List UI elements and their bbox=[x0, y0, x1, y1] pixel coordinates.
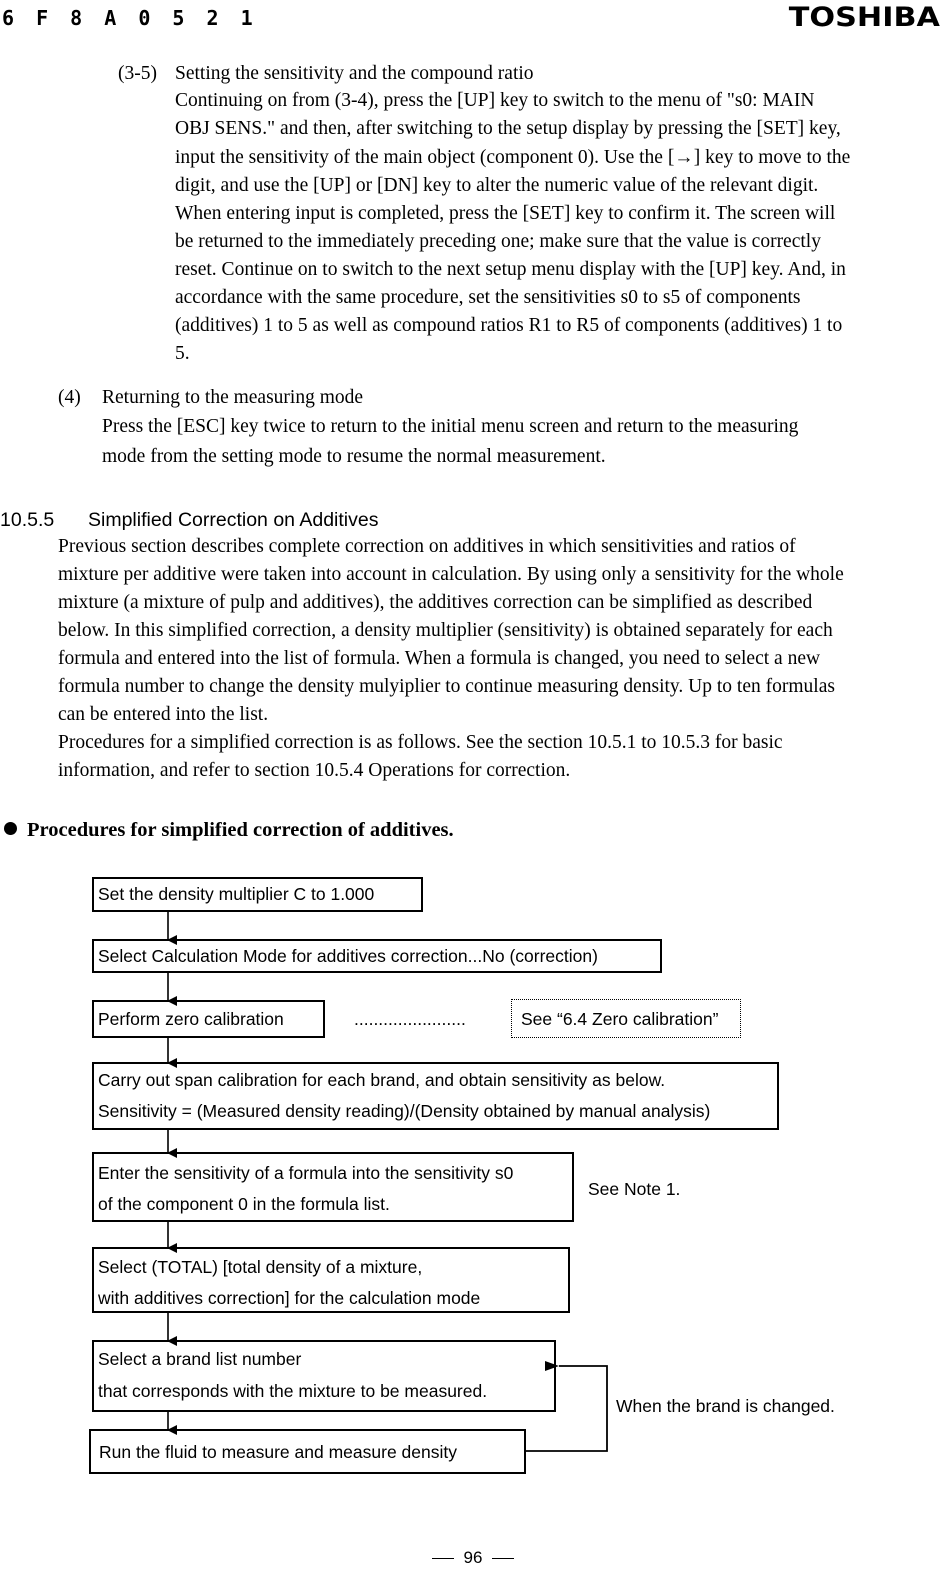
procedures-heading-text: Procedures for simplified correction of additives. bbox=[27, 819, 454, 841]
flow-step-enter-sensitivity-text: of the component 0 in the formula list. bbox=[98, 1194, 390, 1214]
step-3-5-text-line: digit, and use the [UP] or [DN] key to alter the numeric value of the relevant digit. bbox=[175, 175, 819, 196]
flow-step-zero-calibration-text: Perform zero calibration bbox=[98, 1009, 284, 1029]
step-3-5-text-line: input the sensitivity of the main object (component 0). Use the [→] key to move to the bbox=[175, 147, 851, 168]
section-text-line: mixture per additive were taken into account in calculation. By using only a sensitivity for the whole bbox=[58, 564, 844, 585]
section-title: Simplified Correction on Additives bbox=[88, 509, 379, 531]
step-3-5-label: (3-5) bbox=[118, 63, 157, 84]
footer-dash-left bbox=[432, 1558, 454, 1559]
zero-calibration-reference: See “6.4 Zero calibration” bbox=[521, 1009, 719, 1029]
section-text-line: information, and refer to section 10.5.4 Operations for correction. bbox=[58, 760, 571, 781]
flow-step-measure-density-text: Run the fluid to measure and measure density bbox=[99, 1442, 457, 1462]
step-3-5-text-line: accordance with the same procedure, set the sensitivities s0 to s5 of components bbox=[175, 287, 801, 308]
step-4-title: Returning to the measuring mode bbox=[102, 387, 364, 408]
section-text-line: mixture (a mixture of pulp and additives), the additives correction can be simplified as described bbox=[58, 592, 813, 613]
step-4-text-line: mode from the setting mode to resume the normal measurement. bbox=[102, 446, 606, 467]
step-3-5-title: Setting the sensitivity and the compound ratio bbox=[175, 63, 534, 84]
step-4-text-line: Press the [ESC] key twice to return to the initial menu screen and return to the measuring bbox=[102, 416, 799, 437]
note-reference: See Note 1. bbox=[588, 1179, 681, 1199]
section-text-line: can be entered into the list. bbox=[58, 704, 269, 725]
section-text-line: formula number to change the density mulyiplier to continue measuring density. Up to ten formulas bbox=[58, 676, 835, 697]
flow-step-select-total-text: Select (TOTAL) [total density of a mixture, bbox=[98, 1257, 423, 1277]
sensitivity-formula: Sensitivity = (Measured density reading)/(Density obtained by manual analysis) bbox=[98, 1101, 711, 1121]
flow-step-select-total-text: with additives correction] for the calculation mode bbox=[98, 1288, 481, 1308]
step-3-5-text-line: 5. bbox=[175, 343, 190, 364]
step-3-5-text-line: reset. Continue on to switch to the next setup menu display with the [UP] key. And, in bbox=[175, 259, 846, 280]
leader-dots: ....................... bbox=[354, 1009, 466, 1029]
document-code: 6 F 8 A 0 5 2 1 bbox=[2, 6, 258, 30]
section-text-line: Previous section describes complete correction on additives in which sensitivities and ratios of bbox=[58, 536, 796, 557]
flow-step-select-brand-text: that corresponds with the mixture to be measured. bbox=[98, 1381, 488, 1401]
flow-step-enter-sensitivity-text: Enter the sensitivity of a formula into the sensitivity s0 bbox=[98, 1163, 514, 1183]
step-4-label: (4) bbox=[58, 387, 81, 408]
section-text-line: formula and entered into the list of formula. When a formula is changed, you need to select a new bbox=[58, 648, 821, 669]
step-3-5-text-line: When entering input is completed, press the [SET] key to confirm it. The screen will bbox=[175, 203, 836, 224]
flow-step-calculation-mode-text: Select Calculation Mode for additives correction...No (correction) bbox=[98, 946, 598, 966]
section-number: 10.5.5 bbox=[0, 509, 55, 531]
flow-step-select-brand-text: Select a brand list number bbox=[98, 1349, 302, 1369]
section-text-line: Procedures for a simplified correction is as follows. See the section 10.5.1 to 10.5.3 for basic bbox=[58, 732, 783, 753]
step-3-5-text-line: be returned to the immediately preceding one; make sure that the value is correctly bbox=[175, 231, 821, 252]
section-text-line: below. In this simplified correction, a density multiplier (sensitivity) is obtained separately for each bbox=[58, 620, 833, 641]
flow-step-span-calibration-text: Carry out span calibration for each brand, and obtain sensitivity as below. bbox=[98, 1070, 666, 1090]
page-footer bbox=[0, 1548, 946, 1568]
step-3-5-text-line: Continuing on from (3-4), press the [UP] key to switch to the menu of "s0: MAIN bbox=[175, 90, 815, 111]
step-3-5-text-line: (additives) 1 to 5 as well as compound ratios R1 to R5 of components (additives) 1 to bbox=[175, 315, 843, 336]
step-3-5-text-line: OBJ SENS." and then, after switching to the setup display by pressing the [SET] key, bbox=[175, 118, 841, 139]
page-number: 96 bbox=[463, 1548, 483, 1567]
brand-logo: TOSHIBA bbox=[788, 2, 940, 33]
footer-dash-right bbox=[492, 1558, 514, 1559]
loop-label: When the brand is changed. bbox=[616, 1396, 835, 1416]
flow-step-set-multiplier-text: Set the density multiplier C to 1.000 bbox=[98, 884, 375, 904]
